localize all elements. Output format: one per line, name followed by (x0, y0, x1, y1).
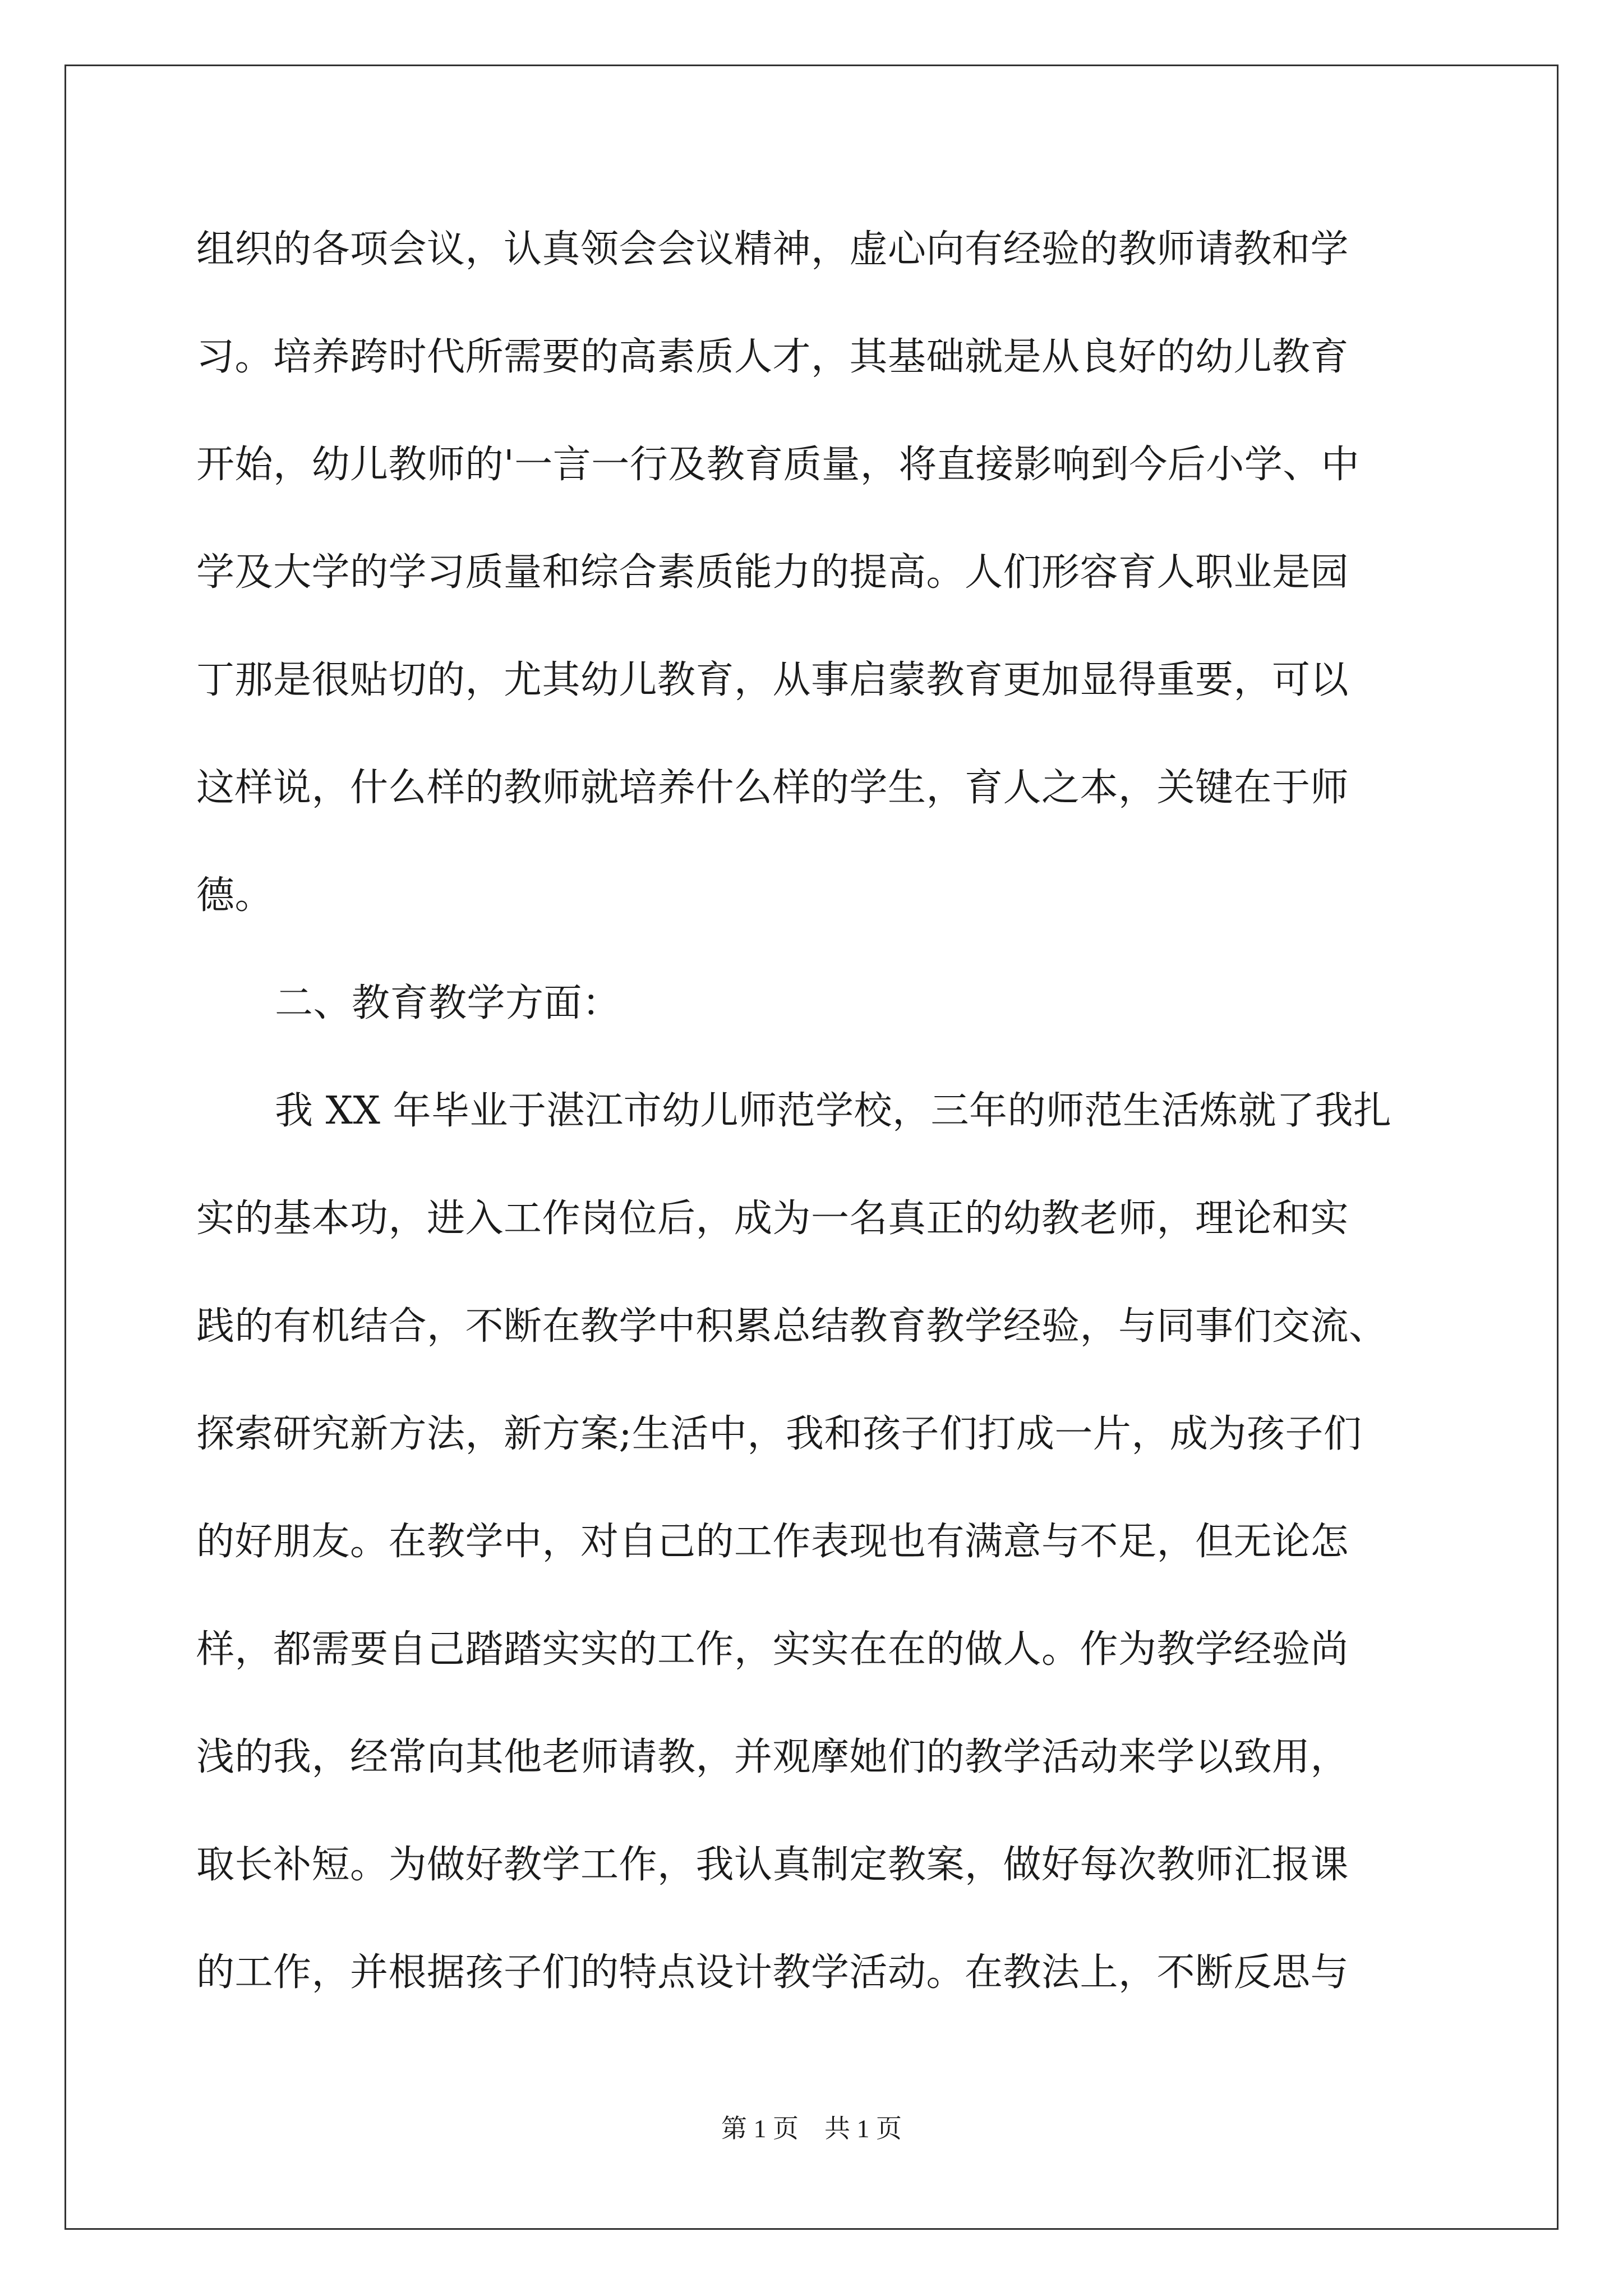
text-line: 学及大学的学习质量和综合素质能力的提高。人们形容育人职业是园 (196, 550, 1349, 595)
text-line: 德。 (196, 873, 274, 918)
text-line: 实的基本功，进入工作岗位后，成为一名真正的幼教老师，理论和实 (196, 1197, 1349, 1241)
section-heading: 二、教育教学方面： (275, 981, 621, 1025)
page-footer: 第 1 页 共 1 页 (721, 2114, 902, 2143)
text-line: 习。培养跨时代所需要的高素质人才，其基础就是从良好的幼儿教育 (196, 335, 1349, 379)
text-line: 践的有机结合，不断在教学中积累总结教育教学经验，与同事们交流、 (196, 1304, 1387, 1349)
text-line: 这样说，什么样的教师就培养什么样的学生，育人之本，关键在于师 (196, 766, 1349, 810)
text-line: 取长补短。为做好教学工作，我认真制定教案，做好每次教师汇报课 (196, 1843, 1349, 1887)
text-line: 探索研究新方法，新方案;生活中，我和孩子们打成一片，成为孩子们 (196, 1412, 1362, 1456)
text-line: 开始，幼儿教师的'一言一行及教育质量，将直接影响到今后小学、中 (196, 443, 1360, 487)
text-line: 我 XX 年毕业于湛江市幼儿师范学校，三年的师范生活炼就了我扎 (275, 1089, 1392, 1133)
page-border (64, 65, 1559, 2230)
text-line: 样，都需要自己踏踏实实的工作，实实在在的做人。作为教学经验尚 (196, 1627, 1349, 1672)
text-line: 浅的我，经常向其他老师请教，并观摩她们的教学活动来学以致用， (196, 1735, 1349, 1779)
text-line: 组织的各项会议，认真领会会议精神，虚心向有经验的教师请教和学 (196, 227, 1349, 272)
text-line: 的好朋友。在教学中，对自己的工作表现也有满意与不足，但无论怎 (196, 1520, 1349, 1564)
text-line: 的工作，并根据孩子们的特点设计教学活动。在教法上，不断反思与 (196, 1950, 1349, 1995)
text-line: 丁那是很贴切的，尤其幼儿教育，从事启蒙教育更加显得重要，可以 (196, 658, 1349, 702)
